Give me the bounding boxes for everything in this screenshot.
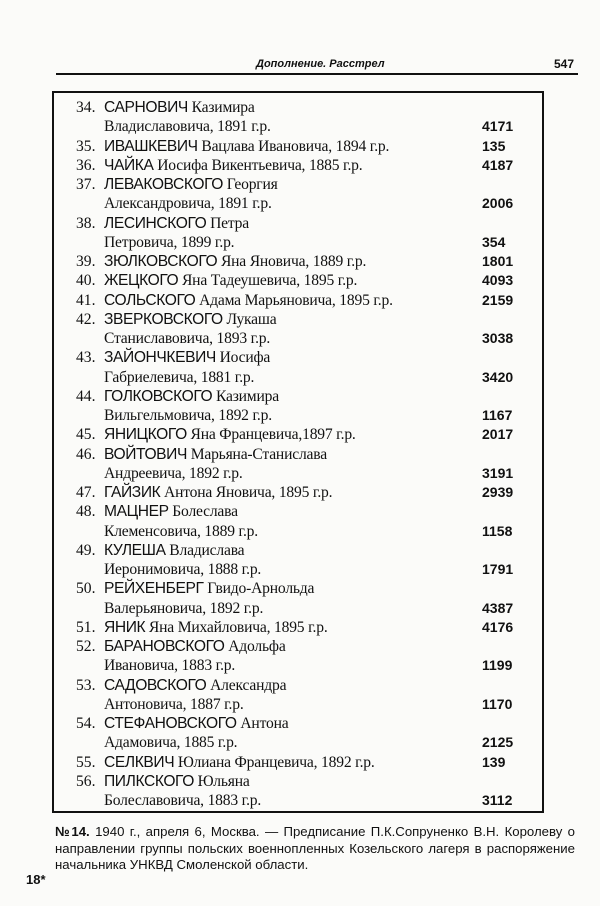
entry-name [104, 156, 362, 175]
entry-surname: СОЛЬСКОГО [104, 291, 196, 309]
entry-file-number: 4093 [482, 272, 514, 289]
list-item [54, 137, 542, 156]
entry-surname: ГОЛКОВСКОГО [104, 387, 213, 405]
entry-given-names: Казимира [215, 387, 279, 405]
entry-name [104, 425, 356, 444]
document-number: №14. [55, 824, 90, 839]
entry-number: 41. [76, 291, 96, 309]
entry-surname: ИВАШКЕВИЧ [104, 137, 198, 155]
entry-file-number: 1167 [482, 407, 513, 423]
list-item [54, 175, 542, 194]
entry-number: 37. [76, 176, 96, 193]
entry-file-number: 139 [482, 753, 506, 770]
list-item-continuation [54, 522, 542, 541]
entry-given-names: Александра [210, 676, 287, 694]
list-item [54, 579, 542, 598]
entry-number: 47. [76, 484, 96, 501]
entry-given-names: Болеслава [172, 503, 238, 521]
entry-given-names: Антона Яновича, 1895 г.р. [164, 484, 333, 501]
entry-patronymic: Петровича, 1899 г.р. [104, 233, 235, 251]
list-item-continuation [54, 233, 542, 252]
list-item-continuation [54, 368, 542, 387]
entry-number: 46. [76, 445, 96, 463]
entry-surname: ЯНИЦКОГО [104, 426, 187, 444]
list-item [54, 156, 542, 175]
entry-file-number: 1170 [482, 695, 513, 712]
list-item-continuation [54, 695, 542, 714]
entry-name [104, 541, 244, 560]
entry-file-number: 3038 [482, 330, 514, 346]
entry-file-number: 3112 [482, 792, 513, 808]
list-item [54, 637, 542, 656]
signature-mark: 18* [26, 872, 46, 887]
list-item [54, 425, 542, 444]
list-item-continuation [54, 464, 542, 483]
entry-name [104, 175, 278, 194]
entry-number: 51. [76, 618, 96, 636]
list-item [54, 98, 542, 117]
entry-file-number: 3191 [482, 464, 514, 481]
list-item-continuation [54, 599, 542, 618]
entry-given-names: Яна Михайловича, 1895 г.р. [148, 618, 328, 636]
entry-name [104, 348, 270, 367]
entry-surname: КУЛЕША [104, 541, 166, 559]
header-rule [56, 73, 578, 75]
entry-name [104, 502, 238, 521]
entry-number: 42. [76, 310, 96, 328]
list-item-continuation [54, 329, 542, 348]
entry-name [104, 579, 314, 598]
list-item-continuation [54, 406, 542, 425]
entry-number: 38. [76, 214, 96, 232]
entry-file-number: 1199 [482, 657, 513, 674]
entry-file-number: 2006 [482, 195, 514, 212]
entry-surname: ЗАЙОНЧКЕВИЧ [104, 349, 216, 367]
entry-number: 53. [76, 676, 96, 694]
entry-given-names: Адама Марьяновича, 1895 г.р. [199, 291, 393, 309]
entry-given-names: Юльяна [197, 772, 250, 790]
entry-surname: РЕЙХЕНБЕРГ [104, 580, 204, 598]
entry-number: 34. [76, 99, 96, 116]
list-item [54, 714, 542, 733]
entry-file-number: 4176 [482, 618, 514, 635]
entry-given-names: Яна Тадеушевича, 1895 г.р. [181, 272, 358, 290]
entry-file-number: 4171 [482, 118, 514, 135]
entry-file-number: 4387 [482, 599, 514, 616]
entry-name [104, 387, 279, 406]
entry-number: 49. [76, 541, 96, 559]
entry-patronymic: Андреевича, 1892 г.р. [104, 464, 243, 482]
entry-given-names: Марьяна-Станислава [190, 445, 327, 463]
prisoner-list [54, 98, 542, 810]
prisoner-list-box [52, 91, 544, 813]
entry-given-names: Лукаша [226, 310, 277, 328]
list-item [54, 772, 542, 791]
entry-name [104, 637, 286, 656]
entry-given-names: Гвидо-Арнольда [207, 580, 315, 598]
entry-file-number: 2125 [482, 734, 514, 751]
list-item [54, 445, 542, 464]
entry-number: 52. [76, 638, 96, 655]
entry-surname: ЛЕСИНСКОГО [104, 214, 207, 232]
entry-name [104, 483, 332, 502]
entry-given-names: Яна Яновича, 1889 г.р. [220, 253, 367, 270]
entry-given-names: Казимира [191, 99, 255, 116]
entry-patronymic: Клеменсовича, 1889 г.р. [104, 522, 258, 540]
list-item [54, 541, 542, 560]
entry-patronymic: Валерьяновича, 1892 г.р. [104, 599, 264, 617]
entry-number: 50. [76, 580, 96, 598]
entry-name [104, 753, 375, 772]
entry-given-names: Яна Францевича,1897 г.р. [190, 426, 356, 444]
list-item [54, 387, 542, 406]
entry-patronymic: Иеронимовича, 1888 г.р. [104, 561, 262, 578]
entry-surname: СЕЛКВИЧ [104, 753, 175, 771]
list-item-continuation [54, 560, 542, 579]
entry-surname: ГАЙЗИК [104, 484, 161, 501]
entry-file-number: 3420 [482, 368, 514, 385]
entry-patronymic: Александровича, 1891 г.р. [104, 195, 272, 213]
entry-patronymic: Ивановича, 1883 г.р. [104, 657, 236, 675]
entry-given-names: Георгия [226, 176, 278, 193]
entry-file-number: 135 [482, 137, 506, 154]
entry-given-names: Вацлава Ивановича, 1894 г.р. [201, 137, 390, 155]
entry-name [104, 137, 389, 156]
entry-name [104, 252, 366, 271]
list-item-continuation [54, 733, 542, 752]
entry-name [104, 214, 249, 233]
entry-file-number: 354 [482, 233, 506, 250]
list-item [54, 348, 542, 367]
entry-file-number: 2939 [482, 484, 514, 500]
entry-surname: ЗВЕРКОВСКОГО [104, 310, 223, 328]
entry-given-names: Антона [240, 715, 289, 732]
entry-surname: САРНОВИЧ [104, 99, 188, 116]
list-item [54, 271, 542, 290]
entry-number: 39. [76, 253, 96, 270]
entry-patronymic: Антоновича, 1887 г.р. [104, 695, 244, 713]
entry-name [104, 98, 255, 117]
entry-surname: САДОВСКОГО [104, 676, 207, 694]
list-item [54, 214, 542, 233]
entry-number: 43. [76, 349, 96, 367]
entry-patronymic: Владиславовича, 1891 г.р. [104, 118, 271, 136]
list-item-continuation [54, 791, 542, 810]
list-item-continuation [54, 656, 542, 675]
entry-surname: ЯНИК [104, 618, 146, 636]
entry-surname: ЧАЙКА [104, 156, 154, 174]
entry-surname: ЗЮЛКОВСКОГО [104, 253, 218, 270]
list-item [54, 502, 542, 521]
document-description: 1940 г., апреля 6, Москва. — Предписание П.К.Сопруненко В.Н. Королеву о направлении группы польских военнопленных Козельского лагеря в распоряжение начальника УНКВД Смоленской области. [55, 824, 575, 872]
entry-file-number: 4187 [482, 156, 514, 173]
entry-patronymic: Болеславовича, 1883 г.р. [104, 792, 262, 809]
entry-number: 35. [76, 137, 96, 155]
entry-number: 44. [76, 387, 96, 405]
entry-number: 56. [76, 772, 96, 790]
entry-surname: ЖЕЦКОГО [104, 272, 179, 290]
entry-number: 48. [76, 503, 96, 521]
list-item [54, 618, 542, 637]
entry-given-names: Владислава [169, 541, 245, 559]
entry-given-names: Адольфа [228, 638, 286, 655]
entry-file-number: 1801 [482, 253, 514, 269]
list-item [54, 291, 542, 310]
entry-surname: МАЦНЕР [104, 503, 169, 521]
entry-given-names: Иосифа Викентьевича, 1885 г.р. [157, 156, 363, 174]
entry-number: 54. [76, 715, 96, 732]
running-title: Дополнение. Расстрел [256, 58, 385, 70]
entry-surname: БАРАНОВСКОГО [104, 638, 225, 655]
entry-number: 45. [76, 426, 96, 444]
entry-surname: ЛЕВАКОВСКОГО [104, 176, 224, 193]
list-item-continuation [54, 117, 542, 136]
list-item [54, 252, 542, 271]
list-item-continuation [54, 194, 542, 213]
entry-file-number: 1158 [482, 522, 513, 539]
entry-surname: СТЕФАНОВСКОГО [104, 715, 237, 732]
entry-patronymic: Станиславовича, 1893 г.р. [104, 330, 271, 347]
entry-number: 36. [76, 156, 96, 174]
entry-patronymic: Габриелевича, 1881 г.р. [104, 368, 255, 386]
entry-surname: ВОЙТОВИЧ [104, 445, 187, 463]
entry-given-names: Петра [210, 214, 249, 232]
entry-name [104, 271, 357, 290]
entry-name [104, 310, 276, 329]
entry-patronymic: Адамовича, 1885 г.р. [104, 734, 238, 752]
page-number: 547 [553, 57, 574, 71]
list-item [54, 483, 542, 502]
entry-name [104, 714, 288, 733]
entry-number: 40. [76, 272, 96, 290]
entry-name [104, 291, 393, 310]
entry-number: 55. [76, 753, 96, 771]
list-item [54, 676, 542, 695]
entry-given-names: Иосифа [219, 349, 271, 367]
entry-name [104, 772, 250, 791]
entry-name [104, 445, 327, 464]
list-item [54, 753, 542, 772]
running-header [56, 58, 578, 74]
entry-file-number: 1791 [482, 561, 514, 577]
entry-given-names: Юлиана Францевича, 1892 г.р. [177, 753, 375, 771]
entry-name [104, 676, 286, 695]
document-heading [55, 824, 575, 874]
list-item [54, 310, 542, 329]
entry-name [104, 618, 328, 637]
entry-patronymic: Вильгельмовича, 1892 г.р. [104, 407, 272, 424]
entry-file-number: 2017 [482, 426, 514, 443]
entry-surname: ПИЛКСКОГО [104, 772, 194, 790]
entry-file-number: 2159 [482, 291, 514, 308]
